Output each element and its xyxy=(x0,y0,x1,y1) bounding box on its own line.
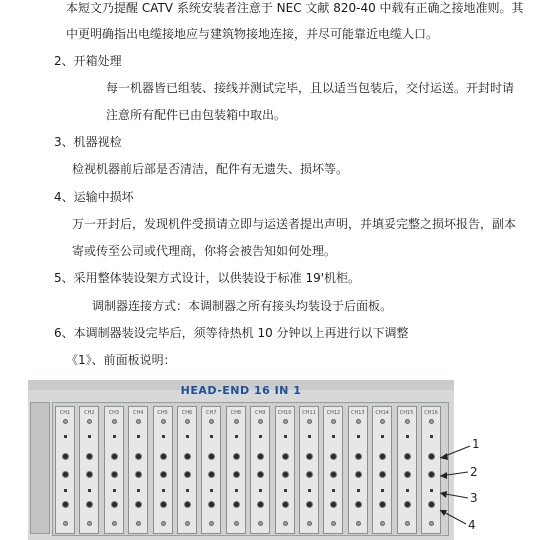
module-indicator xyxy=(381,489,384,492)
module-screw xyxy=(405,521,410,526)
channel-module xyxy=(79,406,99,534)
module-indicator xyxy=(88,435,91,438)
module-port xyxy=(257,471,264,478)
section-heading-2: 2、开箱处理 xyxy=(54,54,122,68)
module-screw xyxy=(380,419,385,424)
module-label: CH13 xyxy=(350,410,365,416)
module-screw xyxy=(258,521,263,526)
module-indicator xyxy=(162,435,165,438)
section-heading-3: 3、机器视检 xyxy=(54,135,122,149)
module-label: CH3 xyxy=(108,410,120,416)
module-label: CH8 xyxy=(230,410,242,416)
module-port xyxy=(86,471,93,478)
doc-line-14: 《1》、前面板说明： xyxy=(66,353,176,367)
module-screw xyxy=(405,419,410,424)
module-screw xyxy=(185,521,190,526)
module-indicator xyxy=(210,489,213,492)
module-port xyxy=(306,471,313,478)
channel-module xyxy=(348,406,368,534)
module-indicator xyxy=(308,489,311,492)
module-label: CH12 xyxy=(326,410,341,416)
module-indicator xyxy=(357,489,360,492)
module-port xyxy=(62,501,69,508)
module-port xyxy=(135,453,142,460)
module-screw xyxy=(136,521,141,526)
module-screw xyxy=(234,521,239,526)
module-port xyxy=(379,453,386,460)
module-screw xyxy=(112,521,117,526)
module-indicator xyxy=(210,435,213,438)
channel-module xyxy=(397,406,417,534)
module-port xyxy=(404,501,411,508)
module-indicator xyxy=(113,435,116,438)
callout-label-2: 2 xyxy=(470,465,478,479)
module-port xyxy=(208,471,215,478)
module-indicator xyxy=(186,435,189,438)
module-port xyxy=(208,501,215,508)
module-indicator xyxy=(430,435,433,438)
module-screw xyxy=(136,419,141,424)
module-label: CH11 xyxy=(302,410,316,416)
channel-module xyxy=(250,406,270,534)
callout-label-3: 3 xyxy=(470,491,478,505)
doc-line-10: 寄或传至公司或代理商，你将会被告知如何处理。 xyxy=(72,244,337,258)
module-port xyxy=(330,453,337,460)
module-indicator xyxy=(235,435,238,438)
module-indicator xyxy=(381,435,384,438)
module-port xyxy=(111,501,118,508)
channel-module xyxy=(275,406,295,534)
channel-module xyxy=(55,406,75,534)
channel-module xyxy=(421,406,441,534)
panel-title: HEAD-END 16 IN 1 xyxy=(180,384,302,397)
module-port xyxy=(257,501,264,508)
module-screw xyxy=(87,521,92,526)
module-screw xyxy=(283,419,288,424)
module-port xyxy=(86,453,93,460)
module-indicator xyxy=(88,489,91,492)
channel-module xyxy=(226,406,246,534)
channel-module xyxy=(323,406,343,534)
module-indicator xyxy=(113,489,116,492)
module-label: CH1 xyxy=(59,410,71,416)
module-label: CH5 xyxy=(157,410,168,416)
module-port xyxy=(184,501,191,508)
doc-line-12: 调制器连接方式：本调制器之所有接头均装设于后面板。 xyxy=(92,299,393,313)
module-screw xyxy=(185,419,190,424)
module-screw xyxy=(87,419,92,424)
section-heading-6: 6、本调制器装设完毕后，须等待热机 10 分钟以上再进行以下调整 xyxy=(54,326,409,340)
channel-module xyxy=(153,406,173,534)
module-label: CH7 xyxy=(206,410,217,416)
module-port xyxy=(257,453,264,460)
module-screw xyxy=(161,521,166,526)
module-port xyxy=(233,471,240,478)
module-port xyxy=(428,453,435,460)
module-indicator xyxy=(259,489,262,492)
module-screw xyxy=(234,419,239,424)
module-port xyxy=(355,453,362,460)
module-indicator xyxy=(284,435,287,438)
module-indicator xyxy=(162,489,165,492)
module-indicator xyxy=(406,435,409,438)
left-rack-handle xyxy=(30,402,50,534)
doc-line-7: 检视机器前后部是否清洁，配件有无遗失、损坏等。 xyxy=(72,162,349,176)
module-indicator xyxy=(357,435,360,438)
module-label: CH15 xyxy=(399,410,414,416)
module-port xyxy=(135,471,142,478)
module-screw xyxy=(161,419,166,424)
module-indicator xyxy=(430,489,433,492)
module-indicator xyxy=(308,435,311,438)
module-indicator xyxy=(259,435,262,438)
module-screw xyxy=(380,521,385,526)
module-screw xyxy=(331,419,336,424)
module-port xyxy=(404,453,411,460)
front-panel-photo xyxy=(28,380,454,540)
module-port xyxy=(379,501,386,508)
module-screw xyxy=(307,419,312,424)
module-label: CH10 xyxy=(277,410,292,416)
module-port xyxy=(160,501,167,508)
doc-line-1: 本短文乃提醒 CATV 系统安装者注意于 NEC 文献 820-40 中载有正确之接地准则。其 xyxy=(66,1,524,15)
module-port xyxy=(233,501,240,508)
module-port xyxy=(282,471,289,478)
channel-module xyxy=(299,406,319,534)
module-port xyxy=(135,501,142,508)
module-port xyxy=(208,453,215,460)
module-screw xyxy=(429,419,434,424)
callout-label-4: 4 xyxy=(468,518,476,532)
module-port xyxy=(184,471,191,478)
module-screw xyxy=(283,521,288,526)
module-screw xyxy=(63,521,68,526)
module-port xyxy=(160,471,167,478)
channel-module xyxy=(372,406,392,534)
module-port xyxy=(306,453,313,460)
doc-line-2: 中更明确指出电缆接地应与建筑物接地连接，并尽可能靠近电缆人口。 xyxy=(66,27,439,41)
module-port xyxy=(62,471,69,478)
doc-line-5: 注意所有配件已由包装箱中取出。 xyxy=(106,108,287,122)
module-label: CH14 xyxy=(375,410,389,416)
module-screw xyxy=(356,419,361,424)
channel-module xyxy=(104,406,124,534)
module-label: CH2 xyxy=(84,410,95,416)
module-label: CH4 xyxy=(132,410,144,416)
module-port xyxy=(306,501,313,508)
module-indicator xyxy=(235,489,238,492)
channel-module xyxy=(201,406,221,534)
module-indicator xyxy=(186,489,189,492)
module-label: CH9 xyxy=(254,410,266,416)
module-screw xyxy=(209,419,214,424)
module-label: CH6 xyxy=(181,410,193,416)
module-port xyxy=(330,501,337,508)
module-port xyxy=(404,471,411,478)
doc-line-4: 每一机器皆已组装、接线并测试完毕，且以适当包装后，交付运送。开封时请 xyxy=(106,81,515,95)
module-indicator xyxy=(332,435,335,438)
module-screw xyxy=(356,521,361,526)
module-port xyxy=(379,471,386,478)
doc-line-9: 万一开封后，发现机件受损请立即与运送者提出声明，并填妥完整之损坏报告，副本 xyxy=(72,217,517,231)
module-indicator xyxy=(64,489,67,492)
module-screw xyxy=(112,419,117,424)
module-indicator xyxy=(137,435,140,438)
module-port xyxy=(330,471,337,478)
module-screw xyxy=(331,521,336,526)
module-screw xyxy=(258,419,263,424)
module-port xyxy=(184,453,191,460)
module-indicator xyxy=(406,489,409,492)
channel-module xyxy=(128,406,148,534)
module-port xyxy=(355,471,362,478)
module-port xyxy=(111,471,118,478)
callout-label-1: 1 xyxy=(472,437,480,451)
module-label: CH16 xyxy=(424,410,438,416)
channel-module xyxy=(177,406,197,534)
module-screw xyxy=(307,521,312,526)
module-screw xyxy=(63,419,68,424)
module-indicator xyxy=(332,489,335,492)
module-port xyxy=(86,501,93,508)
module-screw xyxy=(209,521,214,526)
module-screw xyxy=(429,521,434,526)
module-port xyxy=(160,453,167,460)
module-indicator xyxy=(137,489,140,492)
section-heading-4: 4、运输中损坏 xyxy=(54,190,134,204)
module-port xyxy=(428,501,435,508)
module-port xyxy=(233,453,240,460)
module-port xyxy=(282,453,289,460)
module-port xyxy=(111,453,118,460)
module-port xyxy=(62,453,69,460)
module-indicator xyxy=(64,435,67,438)
module-port xyxy=(355,501,362,508)
module-indicator xyxy=(284,489,287,492)
module-port xyxy=(428,471,435,478)
section-heading-5: 5、采用整体装设架方式设计，以供装设于标准 19'机柜。 xyxy=(54,271,361,285)
module-port xyxy=(282,501,289,508)
